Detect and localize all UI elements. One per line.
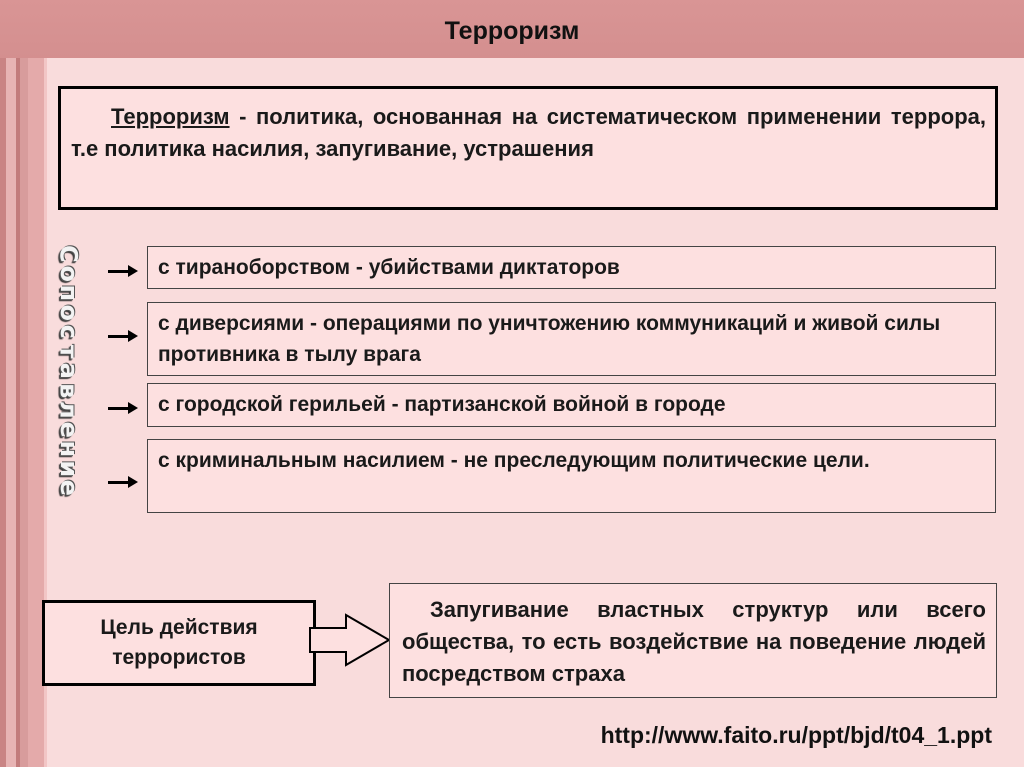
comparison-item-text: с тираноборством - убийствами диктаторов — [158, 256, 620, 279]
vertical-label-char: н — [54, 440, 83, 458]
goal-box — [42, 600, 316, 686]
vertical-label — [40, 244, 96, 498]
arrow-right-icon — [108, 402, 138, 414]
comparison-item-text: с криминальным насилием - не преследующим политические цели. — [158, 449, 870, 472]
vertical-label-char: п — [54, 284, 83, 302]
goal-line: Цель действия — [100, 616, 258, 639]
arrow-right-icon — [108, 476, 138, 488]
definition-text — [71, 101, 986, 165]
comparison-item-text: с городской герильей - партизанской войной в городе — [158, 393, 726, 416]
result-box — [389, 583, 997, 698]
vertical-label-char: т — [54, 344, 83, 359]
block-arrow-icon — [308, 612, 392, 668]
vertical-label-char: и — [54, 459, 83, 477]
vertical-label-char: е — [54, 479, 83, 496]
vertical-label-char: в — [54, 382, 83, 398]
vertical-label-char: а — [54, 362, 83, 379]
definition-box — [58, 86, 998, 210]
arrow-right-icon — [108, 330, 138, 342]
decorative-stripe — [6, 0, 16, 767]
comparison-item — [147, 439, 996, 513]
decorative-stripe — [20, 0, 28, 767]
vertical-label-char: о — [54, 304, 83, 321]
comparison-item — [147, 302, 996, 376]
source-url: http://www.faito.ru/ppt/bjd/t04_1.ppt — [600, 722, 992, 748]
comparison-item — [147, 246, 996, 289]
goal-line: террористов — [112, 646, 246, 669]
arrow-right-icon — [108, 265, 138, 277]
vertical-label-char: с — [54, 324, 83, 339]
vertical-label-char: л — [54, 400, 83, 419]
result-text: Запугивание властных структур или всего общества, то есть воздействие на поведение людей посредством страха — [402, 597, 986, 686]
vertical-label-char: о — [54, 265, 83, 282]
comparison-item — [147, 383, 996, 427]
comparison-item-text: с диверсиями - операциями по уничтожению коммуникаций и живой силы противника в тылу врага — [158, 312, 941, 366]
header-band — [0, 0, 1024, 58]
definition-body: - политика, основанная на систематическом применении террора, т.е политика насилия, запугивание, устрашения — [71, 104, 986, 161]
definition-term: Терроризм — [111, 104, 230, 129]
vertical-label-char: С — [54, 244, 83, 263]
vertical-label-char: е — [54, 421, 83, 438]
slide-title: Терроризм — [444, 17, 580, 45]
